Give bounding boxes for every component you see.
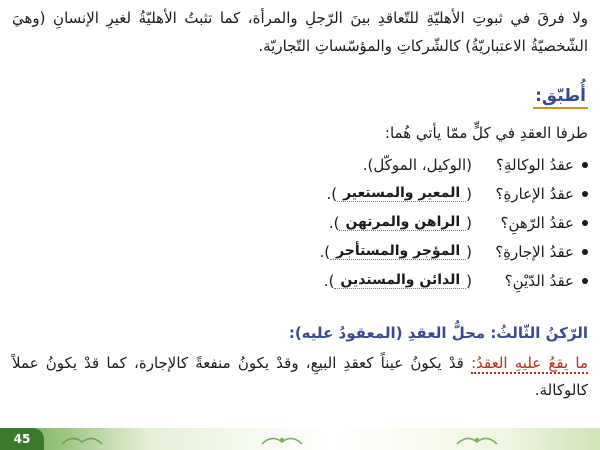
item-label: عقدُ الدّيْنِ؟ — [504, 271, 574, 290]
list-item — [288, 208, 588, 237]
bullet-icon — [582, 249, 588, 255]
definition-paragraph — [12, 350, 588, 404]
answer-field — [319, 243, 472, 261]
open-paren: ( — [466, 271, 472, 290]
practice-heading-text: أُطبّق: — [535, 86, 586, 106]
definition-term-text: ما يقعُ عليهِ العقدُ: — [471, 354, 588, 372]
list-item — [288, 179, 588, 208]
answer-text: المؤجر والمستأجر — [330, 243, 466, 260]
item-answer: (الوكيل، الموكّل). — [362, 155, 472, 174]
answer-text: المعير والمستعير — [337, 185, 466, 202]
item-label: عقدُ الرّهنِ؟ — [500, 213, 574, 232]
bullet-icon — [582, 278, 588, 284]
ornament-icon — [60, 432, 104, 448]
answer-text: الراهن والمرتهن — [339, 214, 466, 231]
answer-field — [329, 214, 472, 232]
intro-paragraph: ولا فرقَ في ثبوتِ الأهليّةِ للتّعاقدِ بينَ الرّجلِ والمرأة، كما تثبتُ الأهليّةُ لغيرِ الإنسانِ (وهيَ الشّخصيّةُ الاعتباريّةُ) كالشّركاتِ والمؤسّساتِ التّجاريّة. — [12, 9, 588, 55]
definition-body: قدْ يكونُ عيناً كعقدِ البيعِ، وقدْ يكونُ منفعةً كالإجارة، كما قدْ يكونُ عملاً كالوكالة. — [12, 354, 588, 399]
open-paren: ( — [466, 242, 472, 261]
open-paren: ( — [466, 213, 472, 232]
bullet-icon — [582, 191, 588, 197]
bullet-icon — [582, 220, 588, 226]
answer-field — [324, 272, 472, 290]
practice-heading — [533, 86, 588, 108]
ornament-icon — [260, 432, 304, 448]
close-paren: ). — [323, 271, 335, 290]
item-label: عقدُ الإجارةِ؟ — [495, 242, 574, 261]
list-item — [288, 237, 588, 266]
answer-field — [326, 185, 472, 203]
page-number: 45 — [0, 428, 44, 450]
close-paren: ). — [319, 242, 331, 261]
open-paren: ( — [466, 184, 472, 203]
contract-list — [288, 150, 588, 295]
list-item — [288, 266, 588, 295]
bullet-icon — [582, 162, 588, 168]
list-item — [288, 150, 588, 179]
definition-term — [471, 354, 588, 374]
answer-text: الدائن والمستدين — [334, 272, 466, 289]
pillar-heading: الرّكنُ الثّالثُ: محلُّ العقدِ (المعقودُ عليه): — [288, 324, 588, 342]
close-paren: ). — [326, 184, 338, 203]
practice-heading-underline — [533, 107, 588, 109]
item-label: عقدُ الإعارةِ؟ — [495, 184, 574, 203]
close-paren: ). — [328, 213, 340, 232]
ornament-icon — [455, 432, 499, 448]
item-label: عقدُ الوكالةِ؟ — [496, 155, 574, 174]
question-text: طرفا العقدِ في كلٍّ ممّا يأتي هُما: — [384, 124, 588, 142]
